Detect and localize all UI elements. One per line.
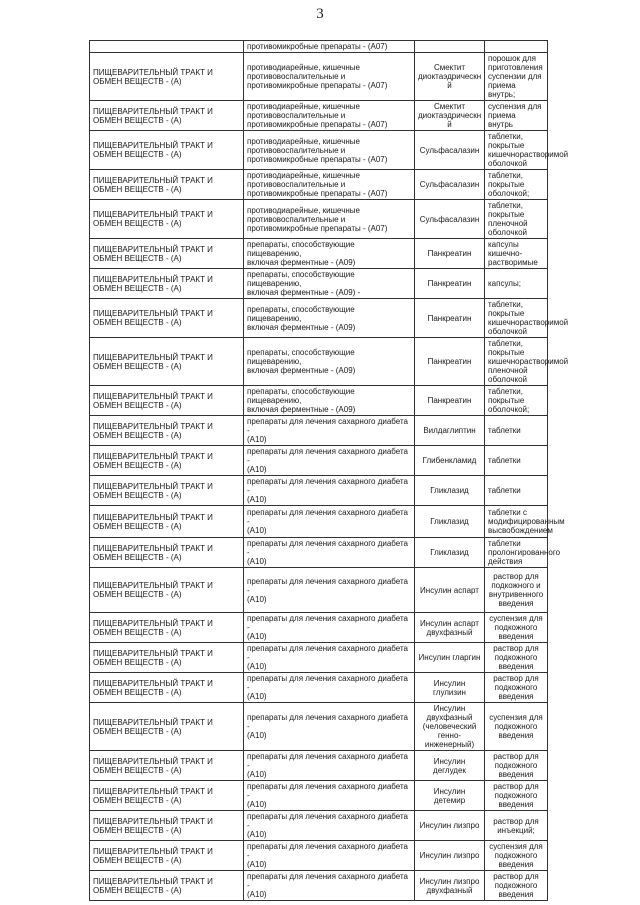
drug-class-cell: препараты для лечения сахарного диабета - (А10) [244, 871, 415, 901]
drug-class-cell: препараты для лечения сахарного диабета - (А10) [244, 643, 415, 673]
dosage-form-cell: суспензия для подкожного введения [485, 613, 548, 643]
therapeutic-group-cell: ПИЩЕВАРИТЕЛЬНЫЙ ТРАКТ И ОБМЕН ВЕЩЕСТВ - (А) [90, 53, 244, 101]
therapeutic-group-cell: ПИЩЕВАРИТЕЛЬНЫЙ ТРАКТ И ОБМЕН ВЕЩЕСТВ - (А) [90, 841, 244, 871]
therapeutic-group-cell: ПИЩЕВАРИТЕЛЬНЫЙ ТРАКТ И ОБМЕН ВЕЩЕСТВ - (А) [90, 170, 244, 200]
drug-name-cell: Инсулин аспарт [415, 568, 485, 613]
dosage-form-cell: таблетки, покрытые кишечнорастворимой оболочкой [485, 131, 548, 170]
table-row [90, 131, 548, 170]
therapeutic-group-cell: ПИЩЕВАРИТЕЛЬНЫЙ ТРАКТ И ОБМЕН ВЕЩЕСТВ - (А) [90, 613, 244, 643]
therapeutic-group-cell: ПИЩЕВАРИТЕЛЬНЫЙ ТРАКТ И ОБМЕН ВЕЩЕСТВ - (А) [90, 811, 244, 841]
dosage-form-cell: таблетки с модифицированным высвобождением [485, 506, 548, 538]
drug-class-cell: препараты, способствующие пищеварению, включая ферментные - (А09) [244, 299, 415, 338]
drug-name-cell: Сульфасалазин [415, 170, 485, 200]
table-row [90, 53, 548, 101]
drug-name-cell: Инсулин глулизин [415, 673, 485, 703]
drug-name-cell: Панкреатин [415, 338, 485, 386]
dosage-form-cell: капсулы кишечно- растворимые [485, 239, 548, 269]
drug-name-cell: Смектит диоктаэдрическн й [415, 101, 485, 131]
drug-name-cell: Сульфасалазин [415, 200, 485, 239]
drug-name-cell: Сульфасалазин [415, 131, 485, 170]
drug-class-cell: противодиарейные, кишечные противовоспалительные и противомикробные препараты - (А07) [244, 170, 415, 200]
table-row [90, 643, 548, 673]
drug-name-cell: Инсулин гларгин [415, 643, 485, 673]
drug-name-cell: Инсулин детемир [415, 781, 485, 811]
dosage-form-cell: таблетки, покрытые кишечнорастворимой пленочной оболочкой [485, 338, 548, 386]
therapeutic-group-cell: ПИЩЕВАРИТЕЛЬНЫЙ ТРАКТ И ОБМЕН ВЕЩЕСТВ - (А) [90, 568, 244, 613]
table-row [90, 170, 548, 200]
dosage-form-cell: порошок для приготовления суспензии для приема внутрь; [485, 53, 548, 101]
table-row [90, 751, 548, 781]
table-row [90, 871, 548, 901]
drug-list-table [89, 40, 569, 901]
therapeutic-group-cell: ПИЩЕВАРИТЕЛЬНЫЙ ТРАКТ И ОБМЕН ВЕЩЕСТВ - (А) [90, 751, 244, 781]
drug-name-cell: Инсулин лизпро [415, 841, 485, 871]
therapeutic-group-cell: ПИЩЕВАРИТЕЛЬНЫЙ ТРАКТ И ОБМЕН ВЕЩЕСТВ - (А) [90, 101, 244, 131]
therapeutic-group-cell: ПИЩЕВАРИТЕЛЬНЫЙ ТРАКТ И ОБМЕН ВЕЩЕСТВ - (А) [90, 673, 244, 703]
dosage-form-cell: суспензия для подкожного введения [485, 841, 548, 871]
dosage-form-cell: таблетки пролонгированного действия [485, 538, 548, 568]
therapeutic-group-cell: ПИЩЕВАРИТЕЛЬНЫЙ ТРАКТ И ОБМЕН ВЕЩЕСТВ - (А) [90, 299, 244, 338]
drug-class-cell: препараты, способствующие пищеварению, включая ферментные - (А09) [244, 338, 415, 386]
drug-name-cell: Гликлазид [415, 538, 485, 568]
table-row [90, 200, 548, 239]
drug-name-cell: Инсулин двухфазный (человеческий генно- инженерный) [415, 703, 485, 751]
drug-name-cell: Вилдаглиптин [415, 416, 485, 446]
therapeutic-group-cell: ПИЩЕВАРИТЕЛЬНЫЙ ТРАКТ И ОБМЕН ВЕЩЕСТВ - (А) [90, 200, 244, 239]
drug-class-cell: препараты для лечения сахарного диабета - (А10) [244, 476, 415, 506]
table-row [90, 781, 548, 811]
drug-class-cell: препараты, способствующие пищеварению, включая ферментные - (А09) [244, 386, 415, 416]
table-row [90, 476, 548, 506]
table-row [90, 613, 548, 643]
drug-class-cell: препараты для лечения сахарного диабета - (А10) [244, 781, 415, 811]
drug-name-cell: Инсулин аспарт двухфазный [415, 613, 485, 643]
therapeutic-group-cell: ПИЩЕВАРИТЕЛЬНЫЙ ТРАКТ И ОБМЕН ВЕЩЕСТВ - (А) [90, 269, 244, 299]
drug-name-cell [415, 41, 485, 53]
drug-name-cell: Панкреатин [415, 299, 485, 338]
dosage-form-cell: раствор для подкожного введения [485, 673, 548, 703]
drug-class-cell: противодиарейные, кишечные противовоспалительные и противомикробные препараты - (А07) [244, 53, 415, 101]
dosage-form-cell: раствор для подкожного введения [485, 751, 548, 781]
drug-name-cell: Глибенкламид [415, 446, 485, 476]
therapeutic-group-cell: ПИЩЕВАРИТЕЛЬНЫЙ ТРАКТ И ОБМЕН ВЕЩЕСТВ - (А) [90, 506, 244, 538]
table-row [90, 239, 548, 269]
drug-class-cell: препараты для лечения сахарного диабета - (А10) [244, 568, 415, 613]
table-body [90, 41, 569, 901]
drug-class-cell: противодиарейные, кишечные противовоспалительные и противомикробные препараты - (А07) [244, 101, 415, 131]
table-row [90, 416, 548, 446]
therapeutic-group-cell: ПИЩЕВАРИТЕЛЬНЫЙ ТРАКТ И ОБМЕН ВЕЩЕСТВ - (А) [90, 643, 244, 673]
therapeutic-group-cell: ПИЩЕВАРИТЕЛЬНЫЙ ТРАКТ И ОБМЕН ВЕЩЕСТВ - (А) [90, 338, 244, 386]
therapeutic-group-cell: ПИЩЕВАРИТЕЛЬНЫЙ ТРАКТ И ОБМЕН ВЕЩЕСТВ - (А) [90, 386, 244, 416]
dosage-form-cell: таблетки [485, 416, 548, 446]
dosage-form-cell: раствор для подкожного введения [485, 643, 548, 673]
table-row [90, 506, 548, 538]
dosage-form-cell: раствор для подкожного введения [485, 781, 548, 811]
therapeutic-group-cell: ПИЩЕВАРИТЕЛЬНЫЙ ТРАКТ И ОБМЕН ВЕЩЕСТВ - (А) [90, 703, 244, 751]
drug-class-cell: препараты для лечения сахарного диабета - (А10) [244, 538, 415, 568]
table-row [90, 841, 548, 871]
therapeutic-group-cell: ПИЩЕВАРИТЕЛЬНЫЙ ТРАКТ И ОБМЕН ВЕЩЕСТВ - (А) [90, 131, 244, 170]
dosage-form-cell: раствор для инъекций; [485, 811, 548, 841]
dosage-form-cell [485, 41, 548, 53]
dosage-form-cell: таблетки, покрытые пленочной оболочкой [485, 200, 548, 239]
drug-class-cell: препараты для лечения сахарного диабета - (А10) [244, 613, 415, 643]
drug-class-cell: препараты для лечения сахарного диабета - (А10) [244, 416, 415, 446]
table-row [90, 101, 548, 131]
drug-class-cell: противодиарейные, кишечные противовоспалительные и противомикробные препараты - (А07) [244, 200, 415, 239]
table-row [90, 568, 548, 613]
drug-class-cell: противодиарейные, кишечные противовоспалительные и противомикробные препараты - (А07) [244, 131, 415, 170]
table-row [90, 538, 548, 568]
drug-class-cell: препараты для лечения сахарного диабета - (А10) [244, 811, 415, 841]
therapeutic-group-cell: ПИЩЕВАРИТЕЛЬНЫЙ ТРАКТ И ОБМЕН ВЕЩЕСТВ - (А) [90, 239, 244, 269]
drug-class-cell: препараты для лечения сахарного диабета - (А10) [244, 506, 415, 538]
dosage-form-cell: суспензия для приема внутрь [485, 101, 548, 131]
drug-name-cell: Панкреатин [415, 386, 485, 416]
therapeutic-group-cell [90, 41, 244, 53]
drug-name-cell: Гликлазид [415, 476, 485, 506]
dosage-form-cell: таблетки, покрытые оболочкой; [485, 170, 548, 200]
drug-class-cell: препараты для лечения сахарного диабета - (А10) [244, 751, 415, 781]
drug-class-cell: препараты для лечения сахарного диабета - (А10) [244, 703, 415, 751]
therapeutic-group-cell: ПИЩЕВАРИТЕЛЬНЫЙ ТРАКТ И ОБМЕН ВЕЩЕСТВ - (А) [90, 446, 244, 476]
drug-name-cell: Панкреатин [415, 269, 485, 299]
drug-name-cell: Инсулин деглудек [415, 751, 485, 781]
drug-name-cell: Инсулин лизпро [415, 811, 485, 841]
therapeutic-group-cell: ПИЩЕВАРИТЕЛЬНЫЙ ТРАКТ И ОБМЕН ВЕЩЕСТВ - (А) [90, 538, 244, 568]
table-row [90, 386, 548, 416]
dosage-form-cell: раствор для подкожного и внутривенного введения [485, 568, 548, 613]
dosage-form-cell: таблетки [485, 476, 548, 506]
drug-name-cell: Панкреатин [415, 239, 485, 269]
table-row [90, 299, 548, 338]
dosage-form-cell: таблетки, покрытые оболочкой; [485, 386, 548, 416]
therapeutic-group-cell: ПИЩЕВАРИТЕЛЬНЫЙ ТРАКТ И ОБМЕН ВЕЩЕСТВ - (А) [90, 416, 244, 446]
therapeutic-group-cell: ПИЩЕВАРИТЕЛЬНЫЙ ТРАКТ И ОБМЕН ВЕЩЕСТВ - (А) [90, 476, 244, 506]
table-row [90, 811, 548, 841]
therapeutic-group-cell: ПИЩЕВАРИТЕЛЬНЫЙ ТРАКТ И ОБМЕН ВЕЩЕСТВ - (А) [90, 781, 244, 811]
dosage-form-cell: таблетки, покрытые кишечнорастворимой оболочкой [485, 299, 548, 338]
drug-name-cell: Смектит диоктаэдрическн й [415, 53, 485, 101]
page-number: 3 [316, 6, 324, 22]
dosage-form-cell: раствор для подкожного введения [485, 871, 548, 901]
table-row [90, 446, 548, 476]
dosage-form-cell: капсулы; [485, 269, 548, 299]
table-row [90, 269, 548, 299]
therapeutic-group-cell: ПИЩЕВАРИТЕЛЬНЫЙ ТРАКТ И ОБМЕН ВЕЩЕСТВ - (А) [90, 871, 244, 901]
dosage-form-cell: суспензия для подкожного введения [485, 703, 548, 751]
dosage-form-cell: таблетки [485, 446, 548, 476]
table-row [90, 41, 548, 53]
drug-class-cell: препараты, способствующие пищеварению, включая ферментные - (А09) [244, 239, 415, 269]
drug-class-cell: препараты для лечения сахарного диабета - (А10) [244, 673, 415, 703]
table-row [90, 673, 548, 703]
drug-class-cell: противомикробные препараты - (А07) [244, 41, 415, 53]
drug-class-cell: препараты для лечения сахарного диабета - (А10) [244, 841, 415, 871]
table-row [90, 703, 548, 751]
drug-class-cell: препараты для лечения сахарного диабета - (А10) [244, 446, 415, 476]
drug-name-cell: Гликлазид [415, 506, 485, 538]
table-row [90, 338, 548, 386]
drug-class-cell: препараты, способствующие пищеварению, включая ферментные - (А09) - [244, 269, 415, 299]
drug-name-cell: Инсулин лизпро двухфазный [415, 871, 485, 901]
